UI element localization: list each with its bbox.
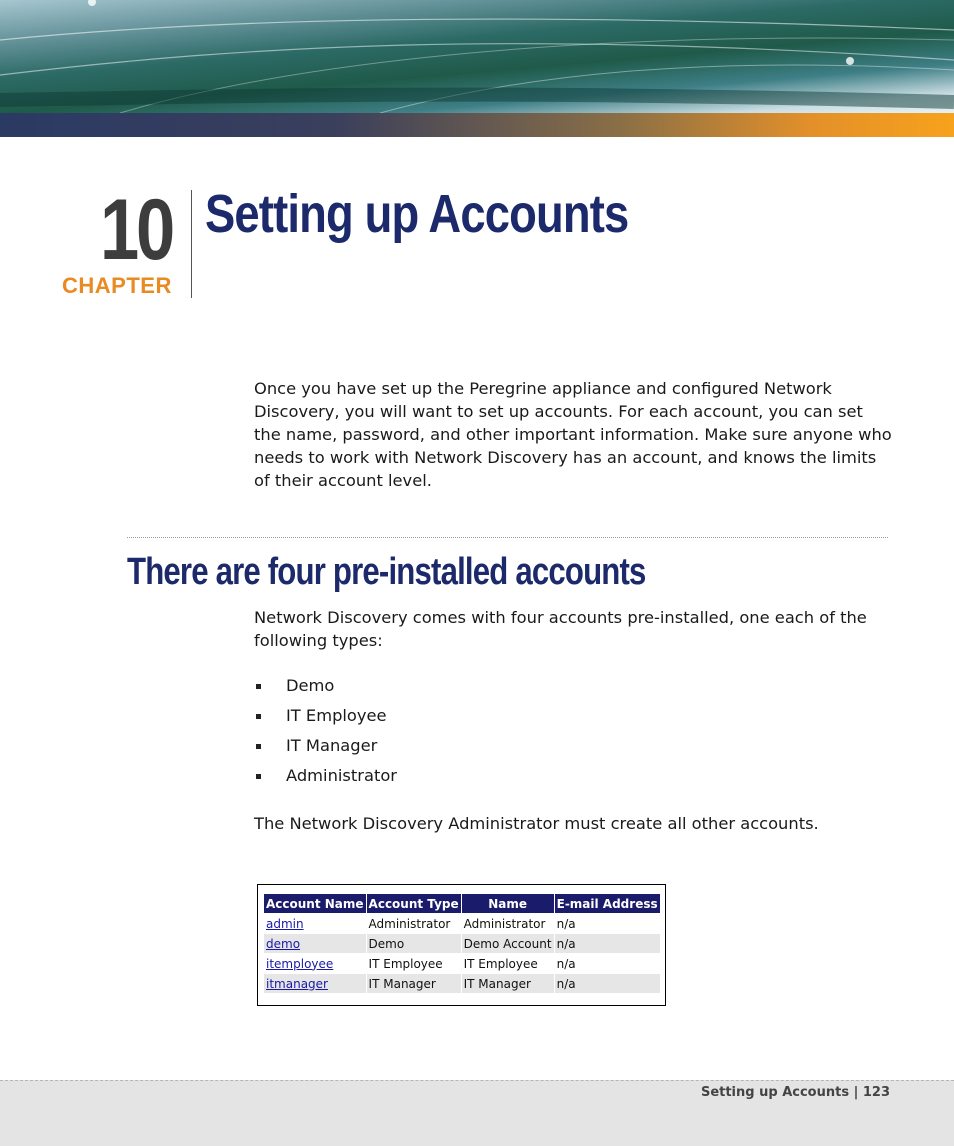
account-type-cell: Administrator: [366, 914, 461, 934]
list-item-text: IT Employee: [286, 706, 387, 725]
header-banner: [0, 0, 954, 113]
account-name-cell: [264, 914, 366, 934]
account-name-cell: [264, 974, 366, 994]
accounts-table-screenshot: [257, 884, 666, 1006]
account-link-demo[interactable]: demo: [266, 936, 301, 951]
section-divider: [127, 537, 888, 538]
bullet-square-icon: [256, 774, 261, 779]
email-cell: n/a: [554, 914, 660, 934]
account-type-cell: IT Manager: [366, 974, 461, 994]
section-heading: There are four pre-installed accounts: [127, 551, 646, 593]
closing-paragraph: The Network Discovery Administrator must create all other accounts.: [254, 814, 819, 833]
table-header-row: [264, 894, 660, 914]
section-lead-paragraph: Network Discovery comes with four accounts pre-installed, one each of the following types:: [254, 608, 867, 650]
column-header-account-type: Account Type: [366, 894, 461, 914]
account-type-cell: Demo: [366, 934, 461, 954]
account-name-cell: [264, 954, 366, 974]
email-cell: n/a: [554, 974, 660, 994]
account-link-itmanager[interactable]: itmanager: [266, 976, 328, 991]
account-link-itemployee[interactable]: itemployee: [266, 956, 334, 971]
list-item-text: IT Manager: [286, 736, 378, 755]
list-item: [254, 735, 397, 765]
name-cell: IT Employee: [461, 954, 554, 974]
column-header-account-name: Account Name: [264, 894, 366, 914]
column-header-email: E-mail Address: [554, 894, 660, 914]
account-type-list: [254, 675, 397, 795]
account-type-cell: IT Employee: [366, 954, 461, 974]
list-item-text: Administrator: [286, 766, 397, 785]
banner-graphic: [0, 0, 954, 113]
name-cell: Demo Account: [461, 934, 554, 954]
list-item: [254, 765, 397, 795]
bullet-square-icon: [256, 684, 261, 689]
table-row: [264, 914, 660, 934]
chapter-divider: [191, 190, 192, 298]
footer-page-label: Setting up Accounts | 123: [700, 1085, 890, 1100]
header-color-band: [0, 113, 954, 137]
name-cell: Administrator: [461, 914, 554, 934]
account-name-cell: [264, 934, 366, 954]
table-row: [264, 934, 660, 954]
accounts-table: [264, 894, 661, 993]
chapter-label: CHAPTER: [62, 273, 172, 298]
list-item: [254, 705, 397, 735]
chapter-title: Setting up Accounts: [205, 184, 629, 244]
column-header-name: Name: [461, 894, 554, 914]
intro-paragraph: Once you have set up the Peregrine appliance and configured Network Discovery, you will want to set up accounts. For each account, you can set the name, password, and other important information. Make sure anyone who needs to work with Network Discovery has an account, and knows the limits of their account level.: [254, 379, 892, 490]
email-cell: n/a: [554, 954, 660, 974]
account-link-admin[interactable]: admin: [266, 916, 304, 931]
list-item-text: Demo: [286, 676, 335, 695]
table-row: [264, 974, 660, 994]
bullet-square-icon: [256, 744, 261, 749]
bullet-square-icon: [256, 714, 261, 719]
table-row: [264, 954, 660, 974]
name-cell: IT Manager: [461, 974, 554, 994]
list-item: [254, 675, 397, 705]
chapter-number: 10: [100, 182, 172, 278]
email-cell: n/a: [554, 934, 660, 954]
